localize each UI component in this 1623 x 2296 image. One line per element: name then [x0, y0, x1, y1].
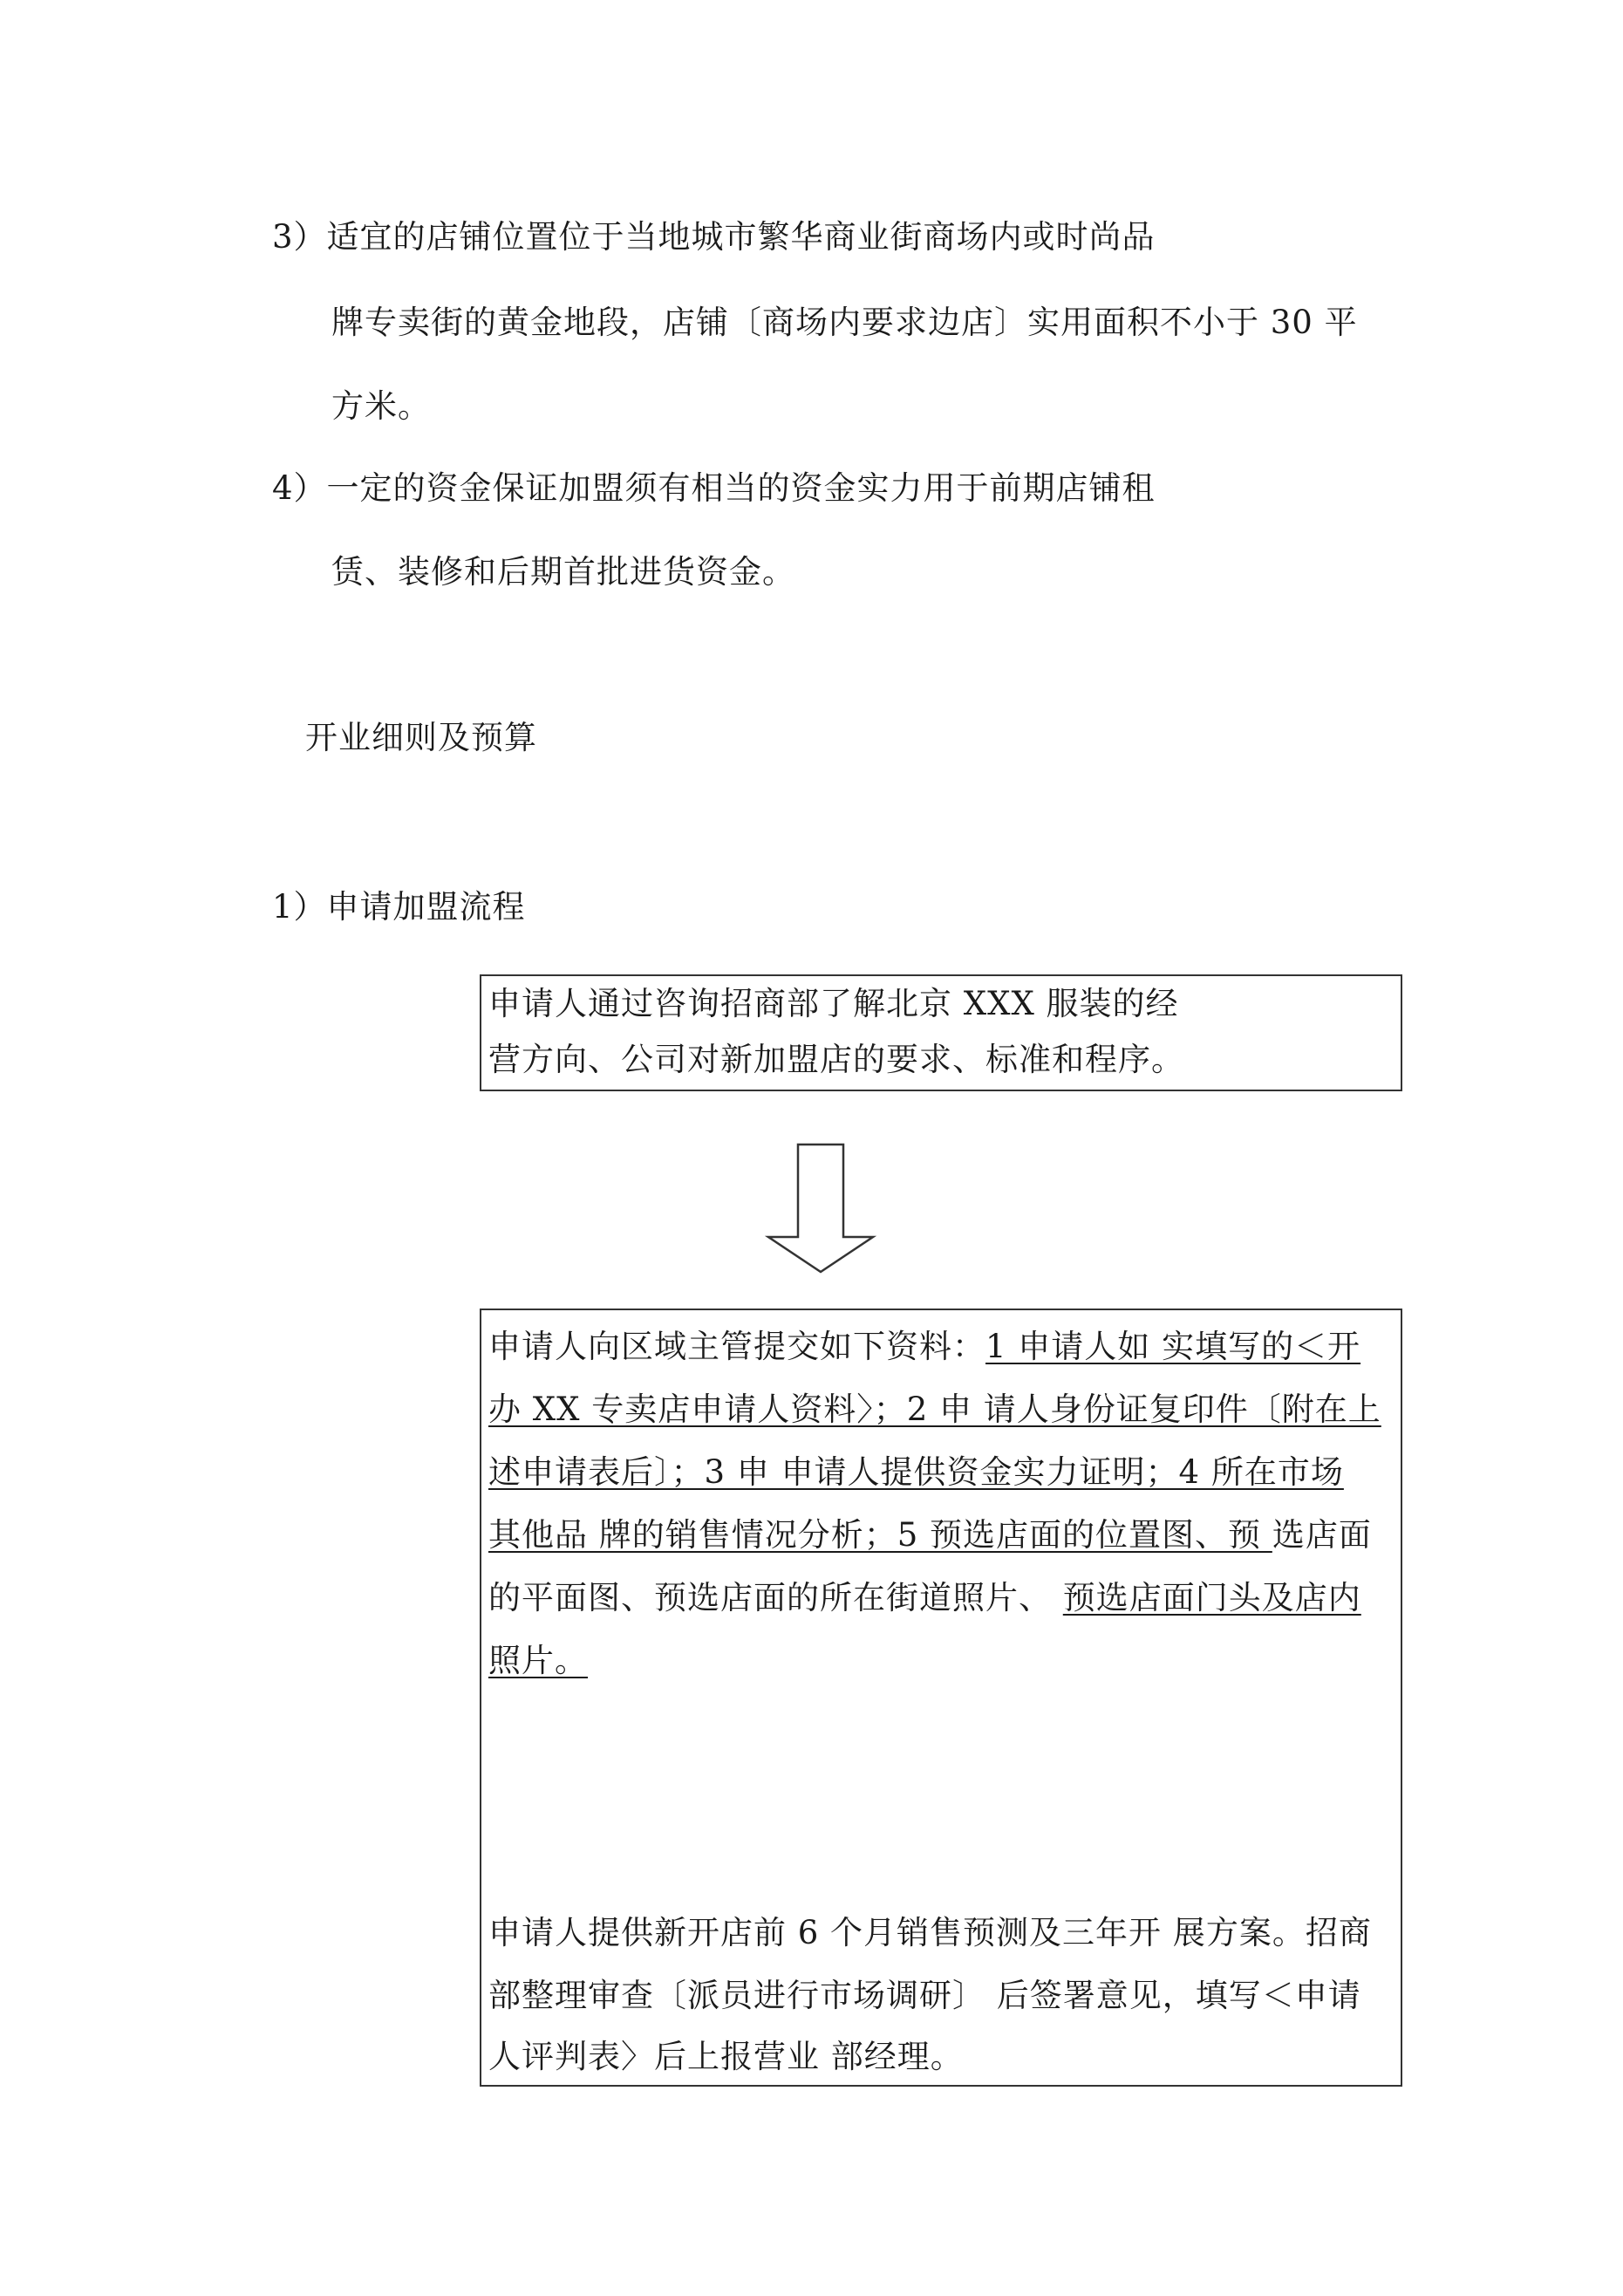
section-subheading: 1）申请加盟流程	[272, 888, 526, 926]
flow-step-2-line-6	[488, 1640, 588, 1682]
flow-step-2-box	[480, 1309, 1402, 2087]
flow-step-2-line-5-plain: 的平面图、预选店面的所在街道照片、	[488, 1579, 1063, 1616]
flow-step-2-line-2-underlined: 办 XX 专卖店申请人资料〉；2 申 请人身份证复印件〔附在上	[488, 1391, 1381, 1428]
flow-step-2-line-2	[488, 1389, 1381, 1431]
flow-step-2-line-5	[488, 1577, 1361, 1619]
flow-step-3-line-2: 部整理审查〔派员进行市场调研〕 后签署意见，填写＜申请	[488, 1977, 1361, 2014]
flow-step-2-line-4-underlined: 其他品 牌的销售情况分析；5 预选店面的位置图、预	[488, 1516, 1272, 1554]
flow-step-2-line-1-underlined: 1 申请人如 实填写的＜开	[985, 1328, 1361, 1365]
flow-step-2-line-5-underlined: 预选店面门头及店内	[1062, 1579, 1361, 1616]
flow-step-1-line-1: 申请人通过咨询招商部了解北京 XXX 服装的经	[488, 985, 1179, 1022]
flow-step-2-line-1-plain: 申请人向区域主管提交如下资料：	[488, 1328, 985, 1365]
flow-step-2-line-4-plain: 选店面	[1272, 1516, 1372, 1554]
requirement-4-line-1: 4）一定的资金保证加盟须有相当的资金实力用于前期店铺租	[272, 469, 1156, 507]
requirement-3-line-2: 牌专卖街的黄金地段，店铺〔商场内要求边店〕实用面积不小于 30 平	[331, 304, 1358, 341]
flow-step-1-line-2: 营方向、公司对新加盟店的要求、标准和程序。	[488, 1041, 1184, 1078]
flow-step-2-line-1	[488, 1326, 1360, 1368]
flow-step-2-line-4	[488, 1514, 1372, 1556]
flow-step-1-box	[480, 974, 1402, 1091]
down-arrow-icon	[763, 1143, 878, 1274]
flow-step-2-line-6-underlined: 照片。	[488, 1642, 588, 1679]
flow-step-3-line-1: 申请人提供新开店前 6 个月销售预测及三年开 展方案。招商	[488, 1914, 1372, 1951]
flow-step-2-line-3	[488, 1452, 1344, 1493]
flow-step-3-line-3: 人评判表〉后上报营业 部经理。	[488, 2038, 964, 2075]
requirement-3-line-3: 方米。	[331, 387, 431, 425]
requirement-4-line-2: 赁、装修和后期首批进货资金。	[331, 553, 795, 591]
requirement-3-line-1: 3）适宜的店铺位置位于当地城市繁华商业街商场内或时尚品	[272, 218, 1156, 256]
section-heading: 开业细则及预算	[305, 719, 537, 756]
flow-step-2-line-3-underlined: 述申请表后〕；3 申 申请人提供资金实力证明；4 所在市场	[488, 1453, 1344, 1491]
